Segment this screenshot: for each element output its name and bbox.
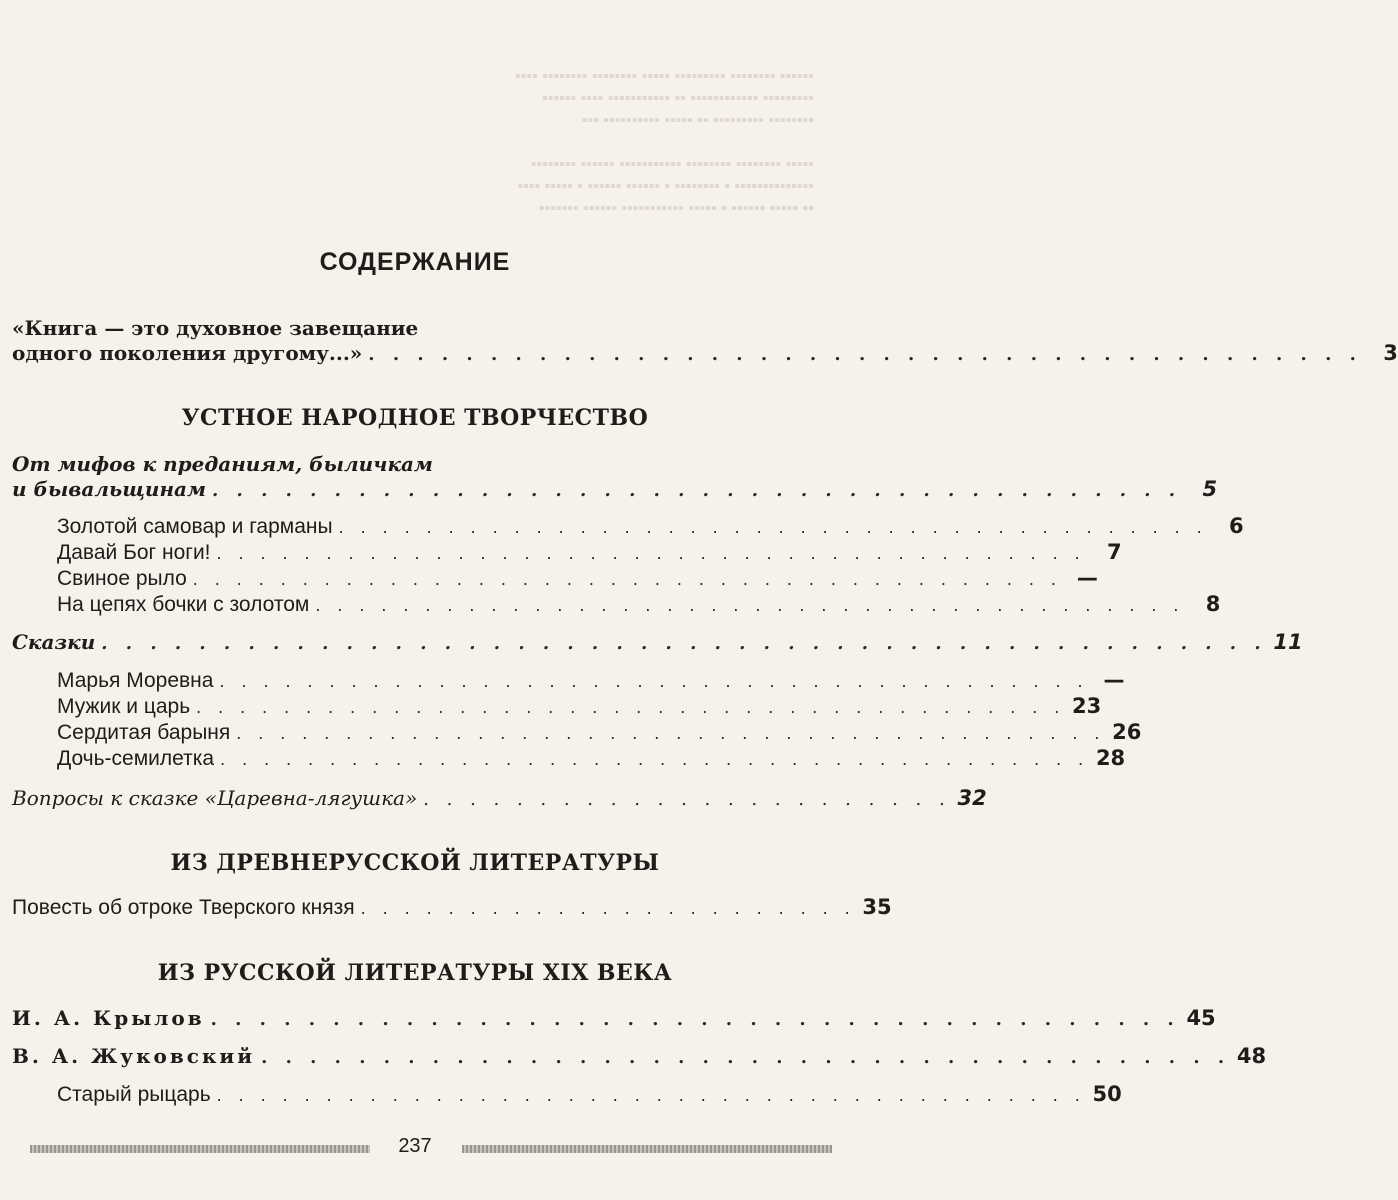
group-title-tales: Сказки — [12, 630, 96, 654]
page-number: 45 — [1186, 1006, 1216, 1030]
dot-leader: . . . . . . . . . . . . . . . . . . . . . . . . . . . . . . . . . . . . . . . . — [196, 697, 1066, 717]
entry-title: На цепях бочки с золотом — [57, 593, 310, 616]
dot-leader: . . . . . . . . . . . . . . . . . . . . . . . . . . . . . . . . . . . . . . . . — [212, 480, 1182, 501]
entry-title: Свиное рыло — [57, 567, 187, 590]
entry-title: Марья Моревна — [57, 669, 214, 692]
page-number: 32 — [957, 786, 987, 810]
page-number: 5 — [1202, 477, 1218, 501]
toc-entry[interactable] — [57, 514, 1244, 539]
dot-leader: . . . . . . . . . . . . . . . . . . . . . . . . . . . . . . . . . . . . . . . . — [219, 671, 1089, 691]
toc-entry[interactable] — [57, 540, 1122, 565]
page-number: 8 — [1205, 592, 1221, 616]
dot-leader: . . . . . . . . . . . . . . . . . . . . . . . . . . . . . . . . . . . . . . . . — [338, 517, 1208, 537]
questions-entry[interactable] — [12, 786, 987, 810]
page-number: 48 — [1236, 1044, 1267, 1068]
contents-heading: СОДЕРЖАНИЕ — [319, 248, 511, 276]
page-number: 3 — [1383, 341, 1398, 365]
toc-entry[interactable] — [57, 592, 1221, 617]
page-number: 23 — [1072, 694, 1102, 718]
footer-rule-left — [30, 1145, 370, 1153]
entry-title: Золотой самовар и гарманы — [57, 515, 333, 538]
page-number: — — [1103, 668, 1125, 692]
page-number: 7 — [1106, 540, 1122, 564]
dot-leader: . . . . . . . . . . . . . . . . . . . . . . . — [360, 898, 856, 918]
page-number: 26 — [1112, 720, 1142, 744]
dot-leader: . . . . . . . . . . . . . . . . . . . . . . . . . . . . . . . . . . . . . . . . . . . . . . . . — [101, 633, 1267, 654]
toc-entry[interactable] — [57, 694, 1102, 719]
dot-leader: . . . . . . . . . . . . . . . . . . . . . . . . . . . . . . . . . . . . . . . . — [192, 569, 1062, 589]
dot-leader: . . . . . . . . . . . . . . . . . . . . . . . . . . . . . . . . . . . . . . . . — [216, 1085, 1086, 1105]
dot-leader: . . . . . . . . . . . . . . . . . . . . . . . . . . . . . . . . . . . . . . . . — [236, 723, 1106, 743]
intro-entry[interactable] — [12, 341, 1398, 365]
group-title-myths-line2: и бывальщинам — [12, 477, 207, 501]
dot-leader: . . . . . . . . . . . . . . . . . . . . . . . . . . . . . . . . . . . . . . . . . — [368, 344, 1362, 365]
page-footer — [0, 1135, 900, 1165]
toc-entry[interactable] — [57, 1082, 1122, 1107]
entry-title: Сердитая барыня — [57, 721, 231, 744]
page-number: 11 — [1273, 630, 1303, 654]
dot-leader: . . . . . . . . . . . . . . . . . . . . . . . . . . . . . . . . . . . . . . . . — [315, 595, 1185, 615]
author-entry[interactable] — [12, 1006, 1216, 1030]
page-number: 28 — [1095, 746, 1126, 770]
dot-leader: . . . . . . . . . . . . . . . . . . . . . . . . . . . . . . . . . . . . . . . . — [216, 543, 1086, 563]
author-entry[interactable] — [12, 1044, 1267, 1068]
toc-entry[interactable] — [57, 668, 1125, 693]
intro-entry-line1: «Книга — это духовное завещание — [12, 316, 419, 340]
section-title-old-russian: ИЗ ДРЕВНЕРУССКОЙ ЛИТЕРАТУРЫ — [170, 850, 660, 876]
footer-rule-right — [462, 1145, 832, 1153]
toc-entry[interactable] — [57, 720, 1142, 745]
group-title-myths-line1: От мифов к преданиям, быличкам — [12, 452, 433, 476]
entry-title: Повесть об отроке Тверского князя — [12, 896, 355, 919]
dot-leader: . . . . . . . . . . . . . . . . . . . . . . . . . . . . . . . . . . . . . . . . — [210, 1009, 1180, 1030]
entry-title: Мужик и царь — [57, 695, 191, 718]
bleed-through-text: ▪▪▪▪▪▪ ▪▪▪▪▪▪▪▪ ▪▪▪▪▪▪▪▪▪ ▪▪▪▪▪ ▪▪▪▪▪▪▪▪ ▪▪▪▪▪▪▪▪ ▪▪▪▪ ▪▪▪▪▪▪▪▪▪ ▪▪▪▪▪▪▪▪▪▪▪▪ ▪▪ ▪▪▪▪▪▪▪▪▪▪▪ ▪▪▪▪ ▪▪▪▪▪▪ ▪▪▪▪▪▪▪▪ ▪▪▪▪▪▪▪▪▪ ▪▪ ▪▪▪▪▪ ▪▪▪▪▪▪▪▪▪▪ ▪▪▪ ▪▪▪▪▪ ▪▪▪▪▪▪▪▪ ▪▪▪▪▪▪▪▪ ▪▪▪▪▪▪▪▪▪▪▪ ▪▪▪▪▪▪ ▪▪▪▪▪▪▪▪ ▪▪▪▪▪▪▪▪▪▪▪▪▪▪ ▪ ▪▪▪▪▪▪▪▪ ▪ ▪▪▪▪▪▪ ▪▪▪▪▪▪ ▪ ▪▪▪▪▪ ▪▪▪▪ ▪▪ ▪▪▪▪▪ ▪▪▪▪▪▪ ▪ ▪▪▪▪▪ ▪▪▪▪▪▪▪▪▪▪▪ ▪▪▪▪▪▪ ▪▪▪▪▪▪▪ — [515, 68, 814, 217]
page-number: 50 — [1092, 1082, 1122, 1106]
group-entry-myths[interactable] — [12, 477, 1218, 501]
author-name: В. А. Жуковский — [12, 1044, 256, 1068]
toc-entry[interactable] — [57, 746, 1126, 771]
intro-entry-line2: одного поколения другому...» — [12, 341, 363, 365]
section-title-19th-century: ИЗ РУССКОЙ ЛИТЕРАТУРЫ XIX ВЕКА — [157, 960, 673, 986]
page-number: — — [1076, 566, 1098, 590]
toc-entry[interactable] — [57, 566, 1098, 591]
entry-title: Давай Бог ноги! — [57, 541, 211, 564]
page-number: 6 — [1229, 514, 1244, 538]
page-number: 35 — [862, 895, 892, 919]
dot-leader: . . . . . . . . . . . . . . . . . . . . . . . . . . . . . . . . . . . . . . . . — [261, 1047, 1231, 1068]
entry-title: Вопросы к сказке «Царевна-лягушка» — [12, 786, 418, 810]
group-entry-tales[interactable] — [12, 630, 1303, 654]
entry-title: Дочь-семилетка — [57, 747, 215, 770]
entry-title: Старый рыцарь — [57, 1083, 211, 1106]
section-title-folk: УСТНОЕ НАРОДНОЕ ТВОРЧЕСТВО — [181, 405, 649, 431]
author-name: И. А. Крылов — [12, 1006, 205, 1030]
toc-entry[interactable] — [12, 895, 892, 920]
footer-page-number: 237 — [398, 1135, 432, 1157]
dot-leader: . . . . . . . . . . . . . . . . . . . . . . . — [423, 789, 951, 810]
dot-leader: . . . . . . . . . . . . . . . . . . . . . . . . . . . . . . . . . . . . . . . . — [220, 749, 1090, 769]
